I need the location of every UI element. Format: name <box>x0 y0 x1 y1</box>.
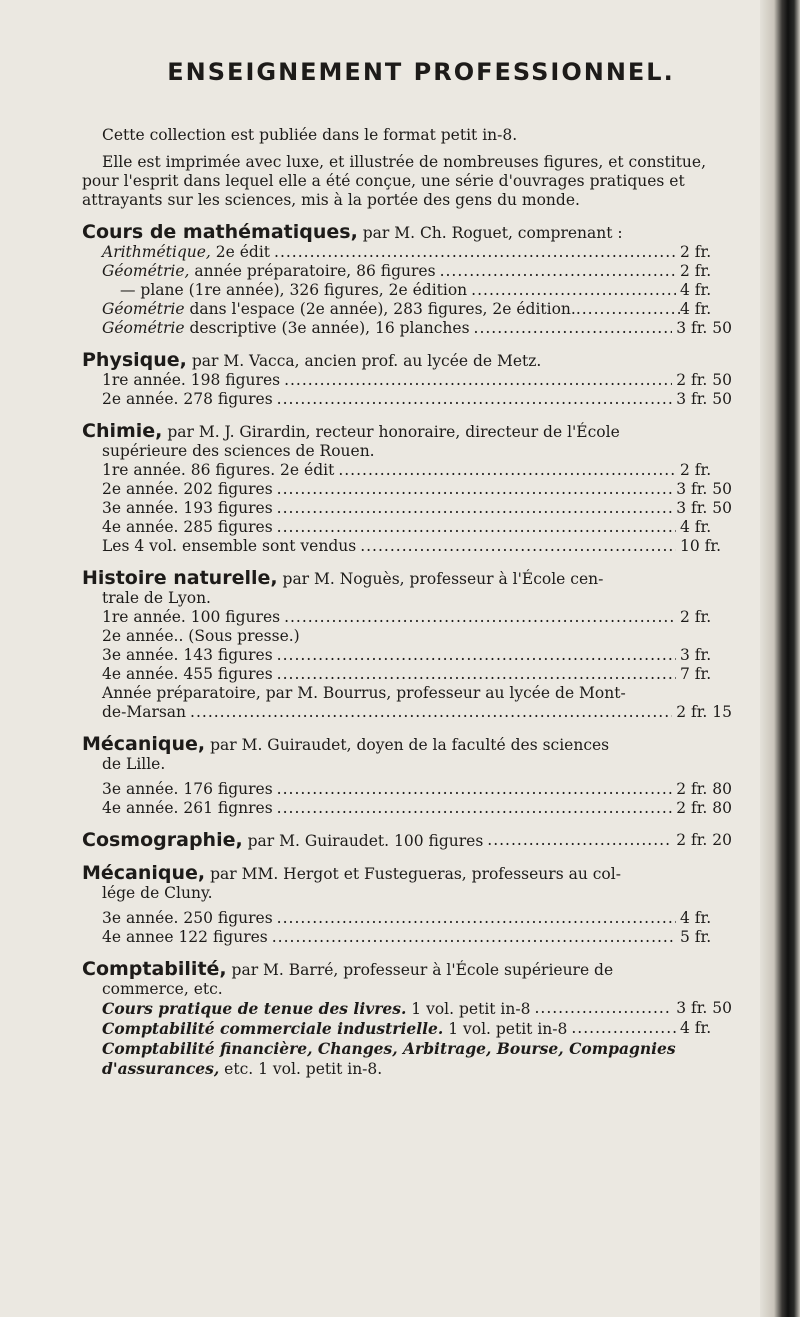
subject-title: Cours de mathématiques, <box>82 221 358 243</box>
list-item: Année préparatoire, par M. Bourrus, professeur au lycée de Mont- de-Marsan ..... 2 fr. 15 <box>82 684 732 722</box>
section-heading <box>82 351 732 371</box>
list-item: — plane (1re année), 326 figures, 2e édition ..... 4 fr. <box>82 281 732 300</box>
list-item: Cours pratique de tenue des livres. 1 vol. petit in-8 ..... 3 fr. 50 <box>82 999 732 1019</box>
list-item: 4e annee 122 figures ..... 5 fr. <box>82 928 732 947</box>
list-item: 1re année. 100 figures ..... 2 fr. <box>82 608 732 627</box>
subject-author: par M. Barré, professeur à l'École supérieure de <box>226 961 614 979</box>
price: 2 fr. 20 <box>676 831 732 849</box>
price: 2 fr. <box>680 243 712 261</box>
intro-paragraph-2: Elle est imprimée avec luxe, et illustrée de nombreuses figures, et constitue, pour l'esprit dans lequel elle a été conçue, une série d'ouvrages pratiques et attrayants sur les sciences, mis à la portée des gens du monde. <box>82 153 707 209</box>
price: 3 fr. 50 <box>676 480 732 498</box>
subject-title: Mécanique, <box>82 862 206 884</box>
list-item: Géométrie, année préparatoire, 86 figures ..... 2 fr. <box>82 262 732 281</box>
section-heading <box>82 223 732 243</box>
section-mathematics <box>82 223 732 338</box>
price: 3 fr. 50 <box>676 319 732 337</box>
section-heading <box>82 735 732 774</box>
price: 4 fr. <box>680 518 712 536</box>
list-item: Géométrie dans l'espace (2e année), 283 figures, 2e édition. ..... 4 fr. <box>82 300 732 319</box>
price: 2 fr. <box>680 608 712 626</box>
book-spine-edge <box>760 0 800 1317</box>
subject-author: par MM. Hergot et Fustegueras, professeurs au col- <box>205 865 621 883</box>
subject-title: Chimie, <box>82 420 163 442</box>
list-item: 3e année. 250 figures ..... 4 fr. <box>82 909 732 928</box>
list-item: Arithmétique, 2e édit ..... 2 fr. <box>82 243 732 262</box>
price: 2 fr. 80 <box>676 780 732 798</box>
price: 2 fr. 80 <box>676 799 732 817</box>
price: 4 fr. <box>680 300 712 318</box>
catalog-content <box>82 58 732 1079</box>
price: 3 fr. <box>680 646 712 664</box>
intro-paragraph-1: Cette collection est publiée dans le format petit in-8. <box>102 126 518 144</box>
list-item: 1re année. 198 figures ..... 2 fr. 50 <box>82 371 732 390</box>
subject-author-continued: de Lille. <box>102 755 166 773</box>
list-item: 2e année.. (Sous presse.) <box>102 627 300 645</box>
section-heading <box>82 864 732 903</box>
price: 2 fr. <box>680 262 712 280</box>
price: 7 fr. <box>680 665 712 683</box>
list-item: 1re année. 86 figures. 2e édit ..... 2 fr. <box>82 461 732 480</box>
subject-author-continued: lége de Cluny. <box>102 884 213 902</box>
subject-author: par M. J. Girardin, recteur honoraire, directeur de l'École <box>162 423 620 441</box>
price: 3 fr. 50 <box>676 390 732 408</box>
section-chemistry <box>82 422 732 556</box>
price: 10 fr. <box>680 537 722 555</box>
list-item: 4e année. 285 figures ..... 4 fr. <box>82 518 732 537</box>
list-item: Comptabilité commerciale industrielle. 1 vol. petit in-8 ..... 4 fr. <box>82 1019 732 1039</box>
list-item: 2e année. 202 figures ..... 3 fr. 50 <box>82 480 732 499</box>
list-item: 3e année. 193 figures ..... 3 fr. 50 <box>82 499 732 518</box>
section-natural-history <box>82 569 732 722</box>
section-mechanics-hergot <box>82 864 732 947</box>
list-item: 3e année. 176 figures ..... 2 fr. 80 <box>82 780 732 799</box>
section-heading <box>82 569 732 608</box>
subject-author-continued: supérieure des sciences de Rouen. <box>102 442 375 460</box>
subject-title: Comptabilité, <box>82 958 227 980</box>
price: 2 fr. 50 <box>676 371 732 389</box>
subject-author: par M. Ch. Roguet, comprenant : <box>357 224 623 242</box>
list-item: Géométrie descriptive (3e année), 16 planches ..... 3 fr. 50 <box>82 319 732 338</box>
subject-title: Mécanique, <box>82 733 206 755</box>
price: 5 fr. <box>680 928 712 946</box>
list-item: Comptabilité financière, Changes, Arbitrage, Bourse, Compagnies d'assurances, etc. 1 vol. petit in-8. <box>102 1039 676 1078</box>
price: 2 fr. <box>680 461 712 479</box>
section-physics <box>82 351 732 409</box>
list-item: 2e année. 278 figures ..... 3 fr. 50 <box>82 390 732 409</box>
subject-author: par M. Guiraudet. 100 figures <box>242 832 484 850</box>
intro <box>82 126 732 210</box>
subject-title: Physique, <box>82 349 187 371</box>
page-title: ENSEIGNEMENT PROFESSIONNEL. <box>167 58 675 86</box>
price: 3 fr. 50 <box>676 999 732 1017</box>
subject-author-continued: commerce, etc. <box>102 980 223 998</box>
list-item: Les 4 vol. ensemble sont vendus ..... 10 fr. <box>82 537 732 556</box>
section-heading <box>82 960 732 999</box>
list-item: 4e année. 261 fignres ..... 2 fr. 80 <box>82 799 732 818</box>
list-item: 3e année. 143 figures ..... 3 fr. <box>82 646 732 665</box>
section-cosmography <box>82 831 732 851</box>
section-heading <box>82 831 732 851</box>
section-accounting <box>82 960 732 1079</box>
list-item: 4e année. 455 figures ..... 7 fr. <box>82 665 732 684</box>
price: 2 fr. 15 <box>676 703 732 721</box>
price: 3 fr. 50 <box>676 499 732 517</box>
subject-author: par M. Noguès, professeur à l'École cen- <box>277 570 604 588</box>
subject-title: Cosmographie, <box>82 829 243 851</box>
subject-author: par M. Vacca, ancien prof. au lycée de Metz. <box>186 352 542 370</box>
subject-author-continued: trale de Lyon. <box>102 589 211 607</box>
section-mechanics-guiraudet <box>82 735 732 818</box>
price: 4 fr. <box>680 1019 712 1037</box>
subject-title: Histoire naturelle, <box>82 567 278 589</box>
subject-author: par M. Guiraudet, doyen de la faculté des sciences <box>205 736 610 754</box>
section-heading <box>82 422 732 461</box>
price: 4 fr. <box>680 909 712 927</box>
price: 4 fr. <box>680 281 712 299</box>
